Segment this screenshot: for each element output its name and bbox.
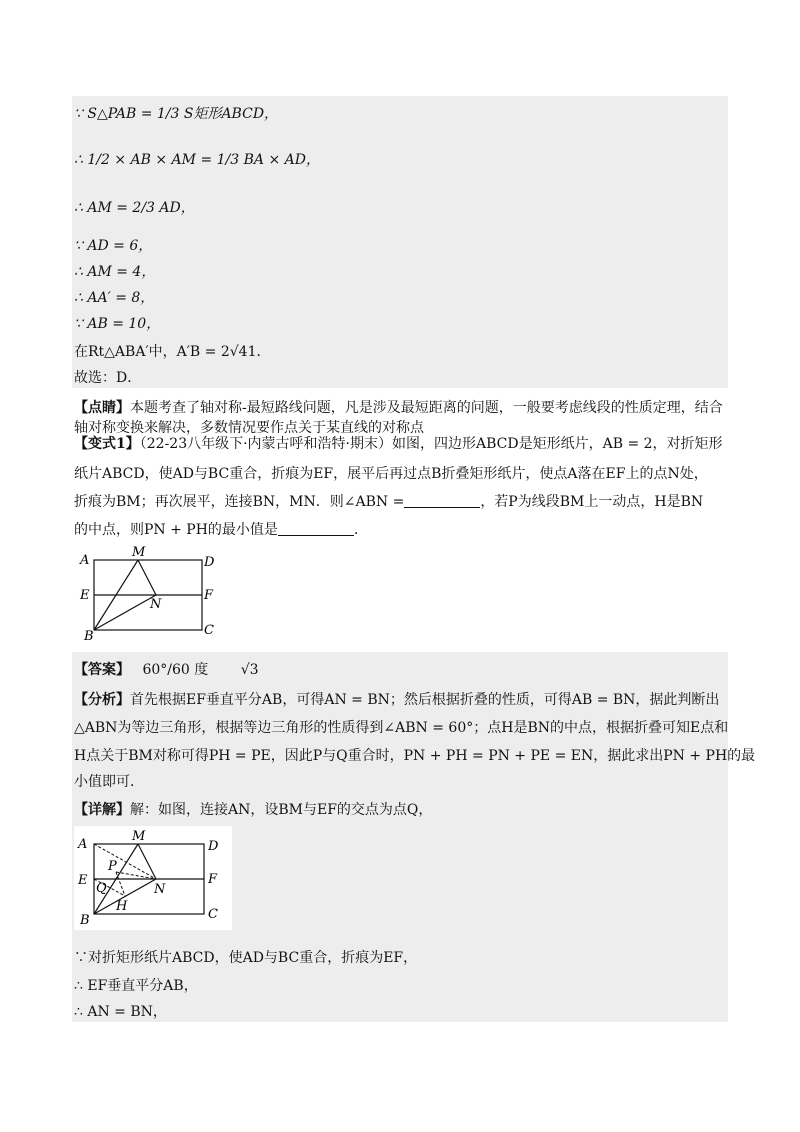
label-C: C <box>208 907 218 922</box>
answer-line <box>74 660 259 680</box>
xiangjie-text-1: 解：如图，连接AN，设BM与EF的交点为点Q， <box>130 802 433 818</box>
label-D: D <box>208 839 219 854</box>
label-A: A <box>78 837 88 852</box>
label-P: P <box>108 859 117 874</box>
fenxi-line-3: H点关于BM对称可得PH = PE，因此P与Q重合时，PN + PH = PN + PE = EN，据此求出PN + PH的最 <box>74 748 756 764</box>
solution-line-9: 故选：D． <box>74 370 142 386</box>
label-C: C <box>204 623 214 638</box>
bianshi-text-3b: ，若P为线段BM上一动点，H是BN <box>480 494 704 510</box>
label-M: M <box>132 545 146 560</box>
solution-line-3: ∴ AM = 2/3 AD， <box>74 200 195 216</box>
label-E: E <box>80 588 90 603</box>
label-N: N <box>150 597 162 612</box>
answer-value-1: 60°/60 度 <box>142 662 209 678</box>
bianshi-text-1: （22-23八年级下·内蒙古呼和浩特·期末）如图，四边形ABCD是矩形纸片，AB = 2，对折矩形 <box>139 436 723 452</box>
dianjing-line-1 <box>74 398 723 418</box>
answer-blank-2[interactable] <box>278 521 354 536</box>
label-M: M <box>132 829 146 844</box>
label-B: B <box>84 629 94 642</box>
xiangjie-line-1 <box>74 800 432 820</box>
solution-line-5: ∴ AM = 4， <box>74 264 156 280</box>
detail-line-2: ∴ EF垂直平分AB， <box>74 978 198 994</box>
answer-label: 【答案】 <box>74 662 130 678</box>
bianshi-text-4a: 的中点，则PN + PH的最小值是 <box>74 522 278 538</box>
fenxi-text-1: 首先根据EF垂直平分AB，可得AN = BN；然后根据折叠的性质，可得AB = BN，据此判断出 <box>130 692 720 708</box>
dianjing-text-1: 本题考查了轴对称-最短路线问题，凡是涉及最短距离的问题，一般要考虑线段的性质定理，结合 <box>130 400 723 416</box>
figure-rectangle-fold-2 <box>74 826 232 930</box>
solution-line-2: ∴ 1/2 × AB × AM = 1/3 BA × AD， <box>74 152 320 168</box>
fenxi-line-4: 小值即可． <box>74 774 144 790</box>
bianshi-line-2: 纸片ABCD，使AD与BC重合，折痕为EF，展平后再过点B折叠矩形纸片，使点A落在EF上的点N处， <box>74 466 708 482</box>
bianshi-label: 【变式1】 <box>74 436 140 452</box>
label-Q: Q <box>96 881 107 896</box>
label-A: A <box>80 553 90 568</box>
xiangjie-label: 【详解】 <box>74 802 130 818</box>
label-F: F <box>204 588 214 603</box>
solution-line-4: ∵ AD = 6， <box>74 238 153 254</box>
solution-line-7: ∵ AB = 10， <box>74 316 161 332</box>
bianshi-text-3a: 折痕为BM；再次展平，连接BN，MN．则∠ABN = <box>74 494 405 510</box>
fenxi-label: 【分析】 <box>74 692 130 708</box>
label-H: H <box>116 899 128 914</box>
detail-line-1: ∵对折矩形纸片ABCD，使AD与BC重合，折痕为EF， <box>74 950 418 966</box>
dianjing-line-2: 轴对称变换来解决，多数情况要作点关于某直线的对称点 <box>74 420 424 436</box>
label-E: E <box>78 873 88 888</box>
solution-line-6: ∴ AA′ = 8， <box>74 290 155 306</box>
label-F: F <box>208 872 218 887</box>
figure-rectangle-fold-1 <box>76 542 226 642</box>
detail-line-3: ∴ AN = BN， <box>74 1004 167 1020</box>
fenxi-line-2: △ABN为等边三角形，根据等边三角形的性质得到∠ABN = 60°；点H是BN的中点，根据折叠可知E点和 <box>74 720 729 736</box>
bianshi-text-4b: ． <box>353 522 368 538</box>
answer-blank-1[interactable] <box>404 493 480 508</box>
bianshi-line-3 <box>74 492 703 512</box>
solution-line-8: 在Rt△ABA′中，A′B = 2√41． <box>74 344 271 360</box>
fenxi-line-1 <box>74 690 719 710</box>
solution-line-1: ∵ S△PAB = 1/3 S矩形ABCD， <box>74 106 279 122</box>
label-D: D <box>204 555 215 570</box>
label-B: B <box>80 913 90 928</box>
bianshi-line-4 <box>74 520 368 540</box>
bianshi-line-1 <box>74 434 723 454</box>
label-N: N <box>154 882 166 897</box>
dianjing-label: 【点睛】 <box>74 400 130 416</box>
answer-value-2: √3 <box>240 662 259 678</box>
